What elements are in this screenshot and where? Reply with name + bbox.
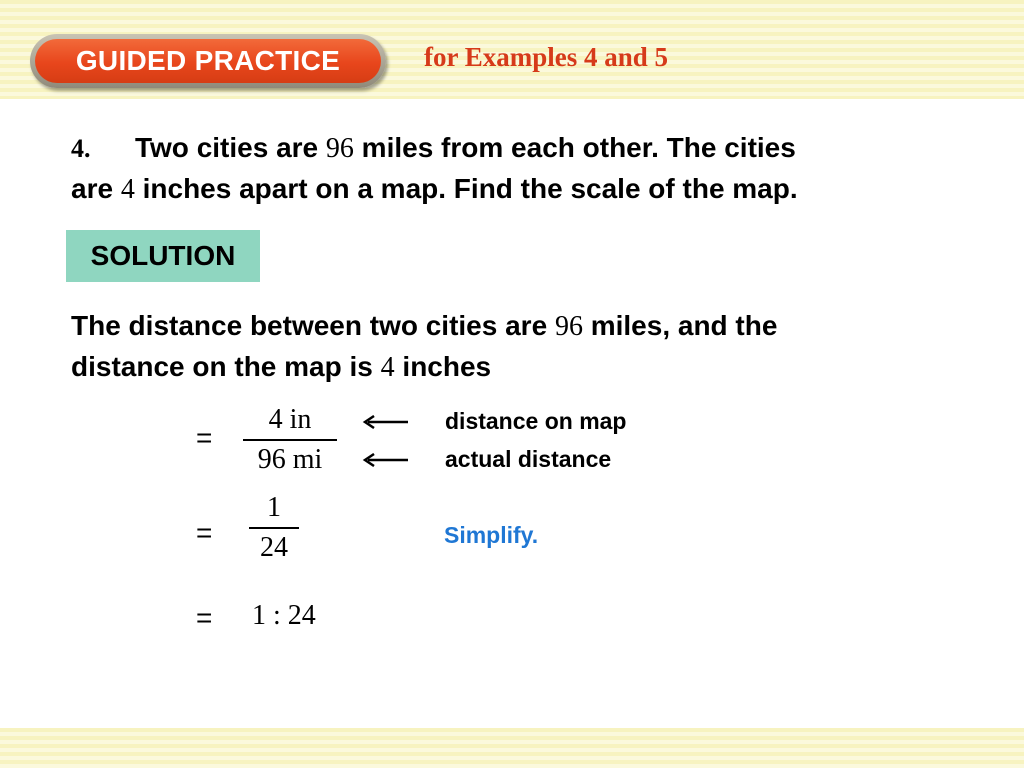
explanation-value-inches: 4 — [380, 352, 395, 383]
scale-ratio: 1 : 24 — [252, 600, 316, 631]
note-distance-on-map: distance on map — [445, 408, 627, 434]
solution-badge — [66, 230, 260, 282]
equals-sign: = — [196, 422, 213, 453]
fraction-numerator: 1 — [267, 492, 281, 523]
fraction-bar — [243, 439, 337, 441]
solution-label: SOLUTION — [90, 240, 236, 271]
footer-band — [0, 728, 1024, 768]
fraction-denominator: 96 mi — [257, 444, 323, 475]
problem-text: are — [71, 173, 121, 204]
examples-subtitle: for Examples 4 and 5 — [424, 42, 669, 72]
problem-number: 4. — [71, 134, 91, 163]
fraction-bar — [249, 527, 299, 529]
explanation-text: inches — [394, 351, 492, 382]
explanation-text: distance on the map is — [71, 351, 381, 382]
guided-practice-badge — [30, 34, 386, 88]
guided-practice-label: GUIDED PRACTICE — [75, 45, 341, 76]
left-arrow-icon — [362, 453, 408, 467]
problem-statement — [71, 128, 971, 210]
fraction-denominator: 24 — [260, 532, 288, 563]
problem-line-2 — [71, 169, 971, 210]
problem-value-miles: 96 — [325, 133, 354, 164]
problem-line-1 — [71, 128, 971, 169]
explanation-line-1 — [71, 306, 971, 347]
equals-sign: = — [196, 602, 213, 633]
left-arrow-icon — [362, 415, 408, 429]
explanation-value-miles: 96 — [554, 311, 583, 342]
explanation-text: miles, and the — [582, 310, 778, 341]
problem-text: miles from each other. The cities — [353, 132, 796, 163]
explanation-text: The distance between two cities are — [71, 310, 555, 341]
problem-text: Two cities are — [135, 132, 326, 163]
problem-text: inches apart on a map. Find the scale of the map. — [134, 173, 798, 204]
problem-value-inches: 4 — [120, 174, 135, 205]
fraction-numerator: 4 in — [268, 404, 312, 435]
note-simplify: Simplify. — [444, 522, 539, 548]
explanation-line-2 — [71, 347, 971, 388]
equals-sign: = — [196, 517, 213, 548]
note-actual-distance: actual distance — [445, 446, 612, 472]
solution-explanation — [71, 306, 971, 388]
